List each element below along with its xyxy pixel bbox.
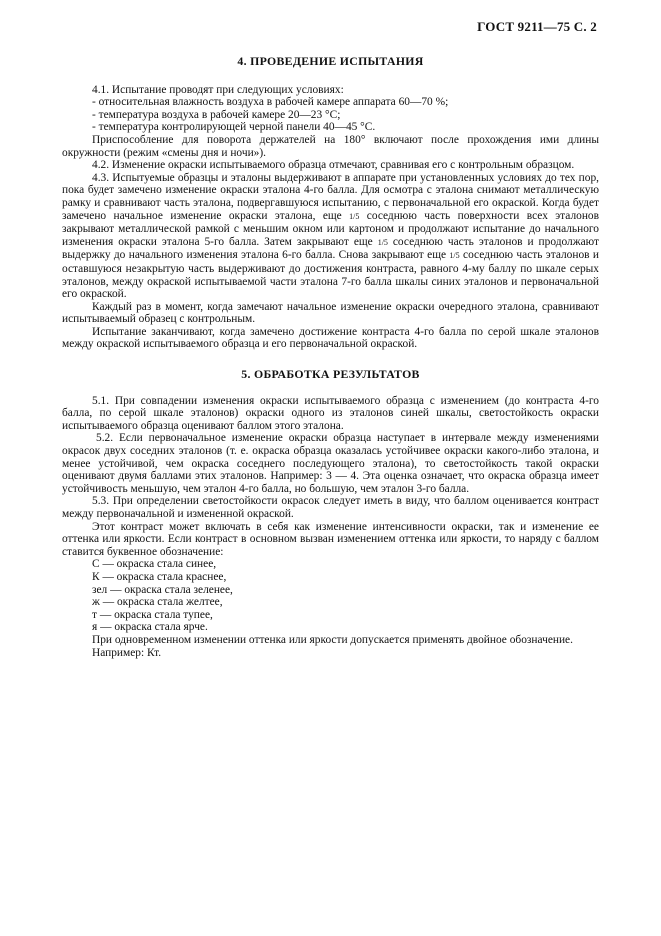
paragraph-4-3 — [62, 172, 599, 301]
paragraph-5-2: 5.2. Если первоначальное изменение окраски образца наступает в интервале между изменениями окрасок двух соседних эталонов (т. е. окраска образца оказалась устойчивее окраски какого-либо эталона, и менее устойчивой, чем окраска соседнего последующего эталона), то светостойкость такой окраски оценивают двумя баллами этих эталонов. Например: 3 — 4. Эта оценка означает, что окраска образца имеет устойчивость меньшую, чем эталон 4-го балла, но большую, чем эталон 3-го балла. — [62, 432, 599, 495]
designation-list-item: С — окраска стала синее, — [92, 558, 217, 571]
designation-list-item: т — окраска стала тупее, — [92, 608, 213, 621]
fraction-one-fifth: 1/5 — [449, 251, 460, 261]
designation-list-item: К — окраска стала краснее, — [92, 570, 227, 583]
paragraph-contrast: Этот контраст может включать в себя как изменение интенсивности окраски, так и изменение ее оттенка или яркости. Если контраст в основном вызван изменением оттенка или яркости, то наряду с баллом ставится буквенное обозначение: — [62, 520, 599, 558]
paragraph-4-1: 4.1. Испытание проводят при следующих условиях: — [92, 83, 344, 96]
paragraph-4-3-part-d: соседнюю часть эталонов и оставшуюся незакрытую часть выдерживают до достижения контраста, равного 4-му баллу по шкале серых эталонов, между окраской испытываемой части эталона 7-го балла шкалы синих эталонов и первоначальной его окраской. — [62, 249, 599, 301]
condition-panel-temperature: - температура контролирующей черной панели 40—45 °С. — [92, 121, 376, 134]
section-5-title: 5. ОБРАБОТКА РЕЗУЛЬТАТОВ — [241, 367, 420, 382]
section-4-title: 4. ПРОВЕДЕНИЕ ИСПЫТАНИЯ — [237, 54, 424, 68]
paragraph-4-3-part-a: 4.3. Испытуемые образцы и эталоны выдерживают в аппарате при установленных условиях до тех пор, пока будет замечено изменение окраски эталона 4-го балла. Для осмотра с эталона снимают металлическую рамку и сравнивают часть эталона, подвергавшуюся испытанию, с первоначальной его окраской. Когда будет замечено начальное изменение окраски эталона, еще — [62, 171, 599, 222]
page-header-standard: ГОСТ 9211—75 С. 2 — [477, 19, 597, 34]
fraction-one-fifth: 1/5 — [377, 237, 388, 247]
paragraph-5-1: 5.1. При совпадении изменения окраски испытываемого образца с изменением (до контраста 4-го балла, по серой шкале эталонов) окраски одного из эталонов синей шкалы, светостойкость окраски испытываемого образца оценивают баллом этого эталона. — [62, 394, 599, 432]
fraction-one-fifth: 1/5 — [349, 211, 360, 221]
paragraph-4-2: 4.2. Изменение окраски испытываемого образца отмечают, сравнивая его с контрольным образцом. — [92, 159, 575, 172]
condition-air-temperature: - температура воздуха в рабочей камере 20—23 °С; — [92, 108, 341, 121]
document-body — [62, 55, 599, 659]
paragraph-test-end: Испытание заканчивают, когда замечено достижение контраста 4-го балла по серой шкале эталонов между окраской испытываемого образца и его первоначальной окраской. — [62, 325, 599, 351]
paragraph-example: Например: Кт. — [92, 646, 162, 659]
designation-list-item: ж — окраска стала желтее, — [92, 596, 223, 609]
paragraph-each-time: Каждый раз в момент, когда замечают начальное изменение окраски очередного эталона, сравнивают испытываемый образец с контрольным. — [62, 300, 599, 326]
paragraph-4-3-part-b: соседнюю часть поверхности всех эталонов закрывают металлической рамкой с меньшим окном или картоном и продолжают испытание до начального изменения окраски эталона 5-го балла. Затем закрывают еще — [62, 209, 599, 248]
condition-humidity: - относительная влажность воздуха в рабочей камере аппарата 60—70 %; — [92, 96, 449, 109]
paragraph-5-3: 5.3. При определении светостойкости окрасок следует иметь в виду, что баллом оценивается контраст между первоначальной и измененной окраской. — [62, 495, 599, 520]
paragraph-rotation: Приспособление для поворота держателей на 180° включают после прохождения ими длины окружности (режим «смены дня и ночи»). — [62, 133, 599, 159]
designation-list-item: зел — окраска стала зеленее, — [92, 583, 233, 596]
designation-list-item: я — окраска стала ярче. — [92, 621, 208, 634]
paragraph-double-designation: При одновременном изменении оттенка или яркости допускается применять двойное обозначение. — [92, 633, 573, 646]
paragraph-4-3-part-c: соседнюю часть эталонов и продолжают выдержку до начального изменения эталона 6-го балла. Снова закрывают еще — [62, 235, 599, 262]
